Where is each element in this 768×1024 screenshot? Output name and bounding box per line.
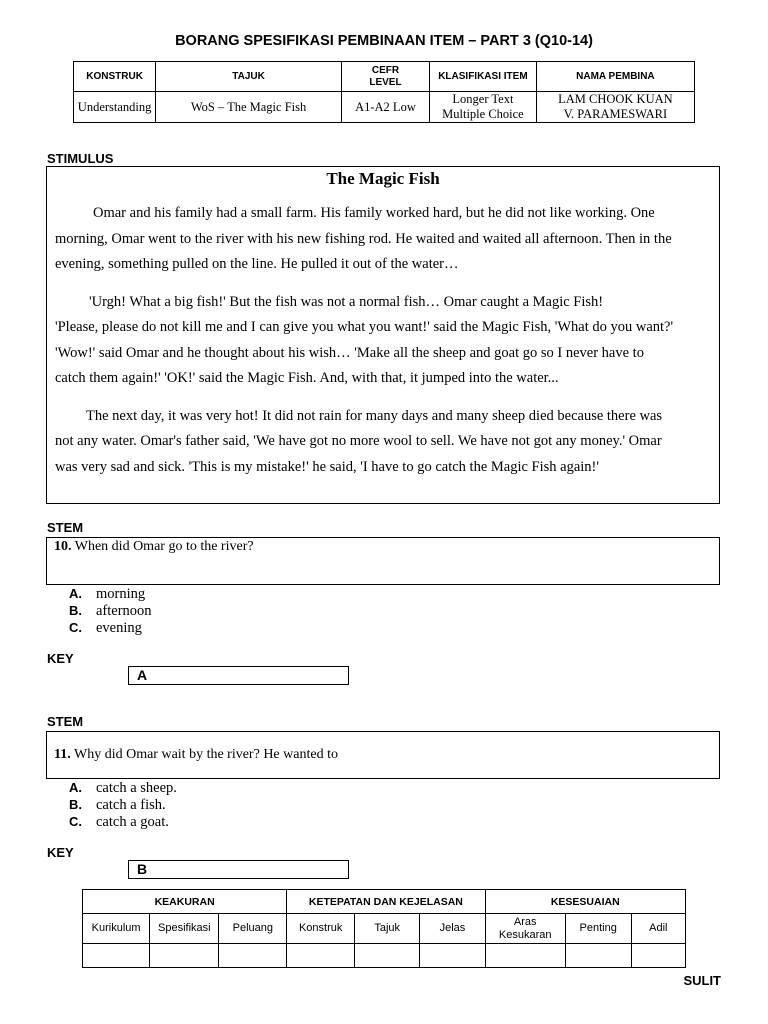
- evaluation-table: [82, 889, 686, 968]
- pembina-value: [536, 92, 694, 123]
- stimulus-line: evening, something pulled on the line. He pulled it out of the water…: [55, 256, 459, 272]
- option-b: B. catch a fish.: [69, 797, 166, 813]
- stimulus-line: 'Wow!' said Omar and he thought about his wish… 'Make all the sheep and goat go so I never have to: [55, 344, 644, 361]
- question-11-options: [69, 779, 177, 830]
- tajuk-value: WoS – The Magic Fish: [156, 92, 342, 123]
- answer-key-box: A: [128, 666, 349, 685]
- criterion-jelas: Jelas: [420, 914, 485, 944]
- classification-label: SULIT: [683, 973, 721, 988]
- option-a: A. catch a sheep.: [69, 780, 177, 796]
- column-header-tajuk: TAJUK: [156, 62, 342, 92]
- stimulus-title: The Magic Fish: [326, 169, 440, 188]
- stimulus-line: morning, Omar went to the river with his new fishing rod. He waited and waited all afternoon. Then in the: [55, 230, 672, 247]
- group-kesesuaian: KESESUAIAN: [485, 890, 685, 914]
- stem-label: STEM: [47, 520, 84, 535]
- criterion-tajuk: Tajuk: [355, 914, 420, 944]
- rating-cell[interactable]: [219, 944, 287, 968]
- column-header-konstruk: KONSTRUK: [74, 62, 156, 92]
- rating-cell[interactable]: [420, 944, 485, 968]
- question-number: 10.: [54, 539, 72, 554]
- stimulus-line: was very sad and sick. 'This is my mistake!' he said, 'I have to go catch the Magic Fish again!': [55, 458, 599, 475]
- column-header-klasifikasi: KLASIFIKASI ITEM: [430, 62, 537, 92]
- option-a: A. morning: [69, 586, 146, 602]
- rating-cell[interactable]: [485, 944, 565, 968]
- column-header-pembina: NAMA PEMBINA: [536, 62, 694, 92]
- criterion-kurikulum: Kurikulum: [83, 914, 150, 944]
- answer-key-box: B: [128, 860, 349, 879]
- stimulus-box: [46, 166, 720, 504]
- page-title: BORANG SPESIFIKASI PEMBINAAN ITEM – PART 3 (Q10-14): [175, 33, 593, 49]
- key-label: KEY: [47, 651, 74, 666]
- group-ketepatan: KETEPATAN DAN KEJELASAN: [287, 890, 485, 914]
- rating-cell[interactable]: [631, 944, 685, 968]
- stimulus-line: not any water. Omar's father said, 'We have got no more wool to sell. We have not got any money.' Omar: [55, 433, 662, 449]
- stimulus-line: 'Please, please do not kill me and I can give you what you want!' said the Magic Fish, 'What do you want?': [55, 319, 674, 335]
- stimulus-paragraph-2: [55, 290, 711, 392]
- question-10-options: [69, 585, 152, 636]
- stimulus-paragraph-3: [55, 404, 711, 481]
- pembina-line-1: LAM CHOOK KUAN: [558, 92, 673, 106]
- stimulus-line: Omar and his family had a small farm. His family worked hard, but he did not like working. One: [93, 205, 655, 221]
- question-number: 11.: [54, 747, 71, 762]
- criterion-spesifikasi: Spesifikasi: [150, 914, 219, 944]
- option-c: C. catch a goat.: [69, 814, 169, 830]
- klasifikasi-line-2: Multiple Choice: [442, 107, 524, 121]
- stimulus-paragraph-1: [55, 201, 711, 278]
- question-10-stem: [46, 537, 720, 585]
- rating-cell[interactable]: [565, 944, 631, 968]
- rating-cell[interactable]: [83, 944, 150, 968]
- option-c: C. evening: [69, 620, 142, 636]
- item-info-table: [73, 61, 695, 123]
- criterion-peluang: Peluang: [219, 914, 287, 944]
- option-b: B. afternoon: [69, 603, 152, 619]
- question-text: When did Omar go to the river?: [74, 539, 254, 554]
- rating-cell[interactable]: [287, 944, 355, 968]
- stem-label: STEM: [47, 714, 84, 729]
- rating-cell[interactable]: [150, 944, 219, 968]
- criterion-penting: Penting: [565, 914, 631, 944]
- column-header-cefr: CEFR LEVEL: [341, 62, 429, 92]
- question-11-stem: [46, 731, 720, 779]
- key-label: KEY: [47, 845, 74, 860]
- stimulus-line: 'Urgh! What a big fish!' But the fish was not a normal fish… Omar caught a Magic Fish!: [89, 293, 604, 310]
- klasifikasi-line-1: Longer Text: [452, 92, 514, 106]
- konstruk-value: Understanding: [74, 92, 156, 123]
- cefr-value: A1-A2 Low: [341, 92, 429, 123]
- criterion-konstruk: Konstruk: [287, 914, 355, 944]
- criterion-adil: Adil: [631, 914, 685, 944]
- question-text: Why did Omar wait by the river? He wanted to: [73, 747, 338, 762]
- rating-cell[interactable]: [355, 944, 420, 968]
- group-keakuran: KEAKURAN: [83, 890, 287, 914]
- klasifikasi-value: [430, 92, 537, 123]
- stimulus-line: catch them again!' 'OK!' said the Magic Fish. And, with that, it jumped into the water...: [55, 370, 559, 386]
- stimulus-label: STIMULUS: [47, 151, 114, 166]
- criterion-aras-kesukaran: Aras Kesukaran: [485, 914, 565, 944]
- pembina-line-2: V. PARAMESWARI: [563, 107, 668, 121]
- stimulus-line: The next day, it was very hot! It did not rain for many days and many sheep died because there was: [86, 407, 663, 424]
